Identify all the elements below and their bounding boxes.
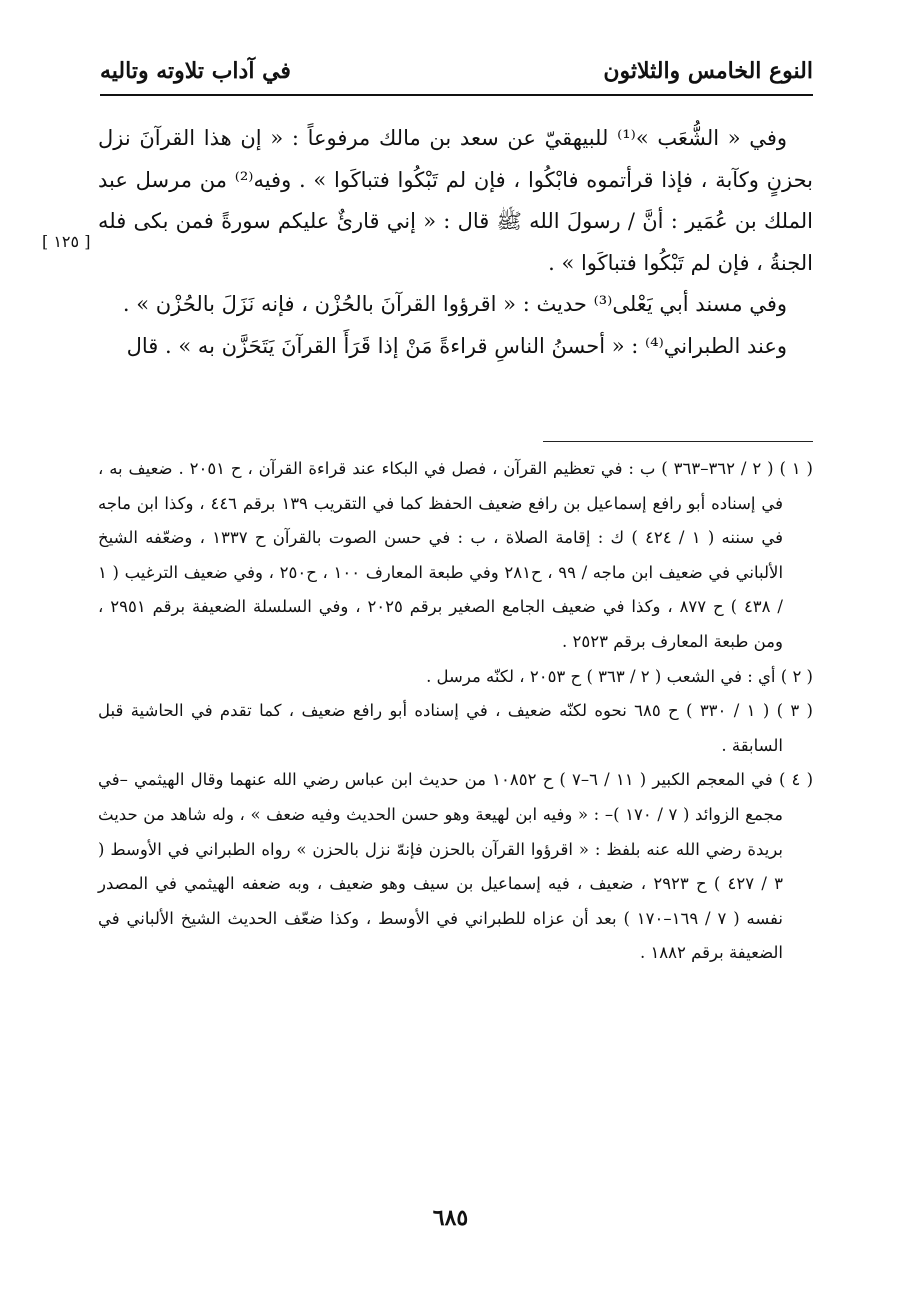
main-text [98, 118, 813, 367]
footnotes [98, 452, 813, 971]
section-title: في آداب تلاوته وتاليه [100, 58, 291, 84]
footnote-3: ( ٣ ) ( ١ / ٣٣٠ ) ح ٦٨٥ نحوه لكنّه ضعيف ، في إسناده أبو رافع ضعيف ، كما تقدم في الحاشية قبل السابقة . [98, 701, 813, 755]
paragraph-abu-yala: وفي مسند أبي يَعْلى⁽³⁾ حديث : « اقرؤوا القرآنَ بالحُزْن ، فإنه نَزَلَ بالحُزْن » . [122, 292, 787, 316]
paragraph-tabarani: وعند الطبراني⁽⁴⁾ : « أحسنُ الناسِ قراءةً مَنْ إذا قَرَأَ القرآنَ يَتَحَزَّن به » . قال [126, 333, 787, 358]
footnote-2: ( ٢ ) أي : في الشعب ( ٢ / ٣٦٣ ) ح ٢٠٥٣ ، لكنّه مرسل . [426, 666, 813, 686]
footnote-divider [543, 441, 813, 442]
footnote-1: ( ١ ) ( ٢ / ٣٦٢–٣٦٣ ) ب : في تعظيم القرآن ، فصل في البكاء عند قراءة القرآن ، ح ٢٠٥١ . ضعيف به ، في إسناده أبو رافع إسماعيل بن رافع ضعيف الحفظ كما في التقريب ١٣٩ برقم ٤٤٦ ، وكذا ابن ماجه في سننه ( ١ / ٤٢٤ ) ك : إقامة الصلاة ، ب : في حسن الصوت بالقرآن ح ١٣٣٧ ، وضعّفه الشيخ الألباني في ضعيف ابن ماجه / ٩٩ ، ح٢٨١ وفي طبعة المعارف ١٠٠ ، ح٢٥٠ ، وفي ضعيف الترغيب ( ١ / ٤٣٨ ) ح ٨٧٧ ، وكذا في ضعيف الجامع الصغير برقم ٢٠٢٥ ، وفي السلسلة الضعيفة برقم ٢٩٥١ ، ومن طبعة المعارف برقم ٢٥٢٣ . [98, 459, 813, 651]
manuscript-folio-marker: [ ١٢٥ ] [42, 232, 91, 251]
footnote-4: ( ٤ ) في المعجم الكبير ( ١١ / ٦–٧ ) ح ١٠٨٥٢ من حديث ابن عباس رضي الله عنهما وقال الهيثمي –في مجمع الزوائد ( ٧ / ١٧٠ )– : « وفيه ابن لهيعة وهو حسن الحديث وفيه ضعف » ، وله شاهد من حديث بريدة رضي الله عنه بلفظ : « اقرؤوا القرآن بالحزن فإنهّ نزل بالحزن » رواه الطبراني في الأوسط ( ٣ / ٤٢٧ ) ح ٢٩٢٣ ، ضعيف ، فيه إسماعيل بن سيف وهو ضعيف ، وبه ضعفه الهيثمي في المصدر نفسه ( ٧ / ١٦٩–١٧٠ ) بعد أن عزاه للطبراني في الأوسط ، وكذا ضعّف الحديث الشيخ الألباني في الضعيفة برقم ١٨٨٢ . [98, 770, 814, 963]
chapter-title: النوع الخامس والثلاثون [603, 58, 813, 84]
paragraph-shuab: وفي « الشُّعَب »⁽¹⁾ للبيهقيّ عن سعد بن مالك مرفوعاً : « إن هذا القرآنَ نزل بحزنٍ وكآبة ، فإذا قرأتموه فابْكُوا ، فإن لم تَبْكُوا فتباكَوا » . وفيه⁽²⁾ من مرسل عبد الملك بن عُمَير : أنَّ / رسولَ الله ﷺ قال : « إني قارئٌ عليكم سورةً فمن بكى فله الجنةُ ، فإن لم تَبْكُوا فتباكَوا » . [98, 126, 813, 275]
running-header [100, 48, 813, 96]
page-number: ٦٨٥ [432, 1205, 469, 1231]
